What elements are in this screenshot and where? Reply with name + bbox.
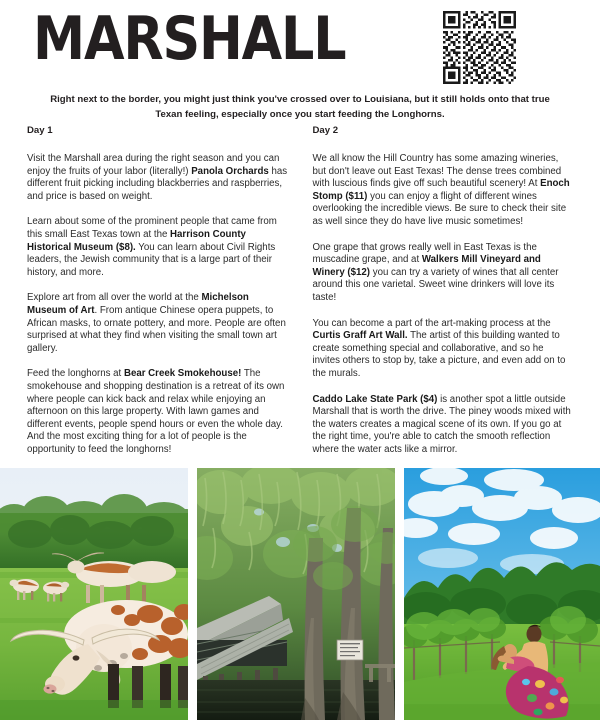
highlighted-place-name: Caddo Lake State Park ($4) <box>312 393 438 405</box>
column-day-2 <box>313 124 574 464</box>
paragraphs-day-2 <box>313 153 574 456</box>
paragraphs-day-1 <box>27 153 288 456</box>
itinerary-columns <box>0 124 600 464</box>
qr-code[interactable] <box>443 11 516 84</box>
highlighted-place-name: Harrison County Historical Museum ($8). <box>27 228 246 253</box>
page-header <box>0 0 600 88</box>
paragraph: Caddo Lake State Park ($4) is another spot a little outside Marshall that is worth the drive. The piney woods mixed with the waters creates a magical scene of its own. If you go at the right time, you're able to catch the smooth reflection where the water acts like a mirror. <box>312 393 571 455</box>
paragraph: Explore art from all over the world at the Michelson Museum of Art. From antique Chinese opera puppets, to African masks, to ornate pottery, and more. People are often surprised at what they find when visiting the small town art gallery. <box>27 292 286 354</box>
highlighted-place-name: Walkers Mill Vineyard and Winery ($12) <box>312 254 541 278</box>
photo-strip <box>0 468 600 720</box>
paragraph: You can become a part of the art-making process at the Curtis Graff Art Wall. The artist of this building wanted to create something special and collaborative, and so he invites others to stop by, take a picture, and even add on to the murals. <box>312 317 566 379</box>
highlighted-place-name: Panola Orchards <box>191 165 269 177</box>
paragraph: Visit the Marshall area during the right season and you can enjoy the fruits of your labor (literally!) Panola Orchards has different fruit picking including blackberries and raspberries, and price is based on weight. <box>27 153 288 202</box>
day-label-2: Day 2 <box>312 125 339 136</box>
photo-couple-dancing-vineyard <box>404 468 600 720</box>
highlighted-place-name: Michelson Museum of Art <box>27 292 249 316</box>
tagline: Right next to the border, you might just think you've crossed over to Louisiana, but it still holds onto that true Texan feeling, especially once you start feeding the Longhorns. <box>50 94 550 120</box>
page-title: MARSHALL <box>33 4 346 74</box>
photo-longhorn-cattle-pasture <box>0 468 188 720</box>
highlighted-place-name: Bear Creek Smokehouse! <box>123 368 242 380</box>
highlighted-place-name: Enoch Stomp ($11) <box>312 178 570 202</box>
paragraph: We all know the Hill Country has some amazing wineries, but don't leave out East Texas! The dense trees combined with luscious finds give off such beautiful scenery! At Enoch Stomp ($11) you can enjoy a flight of different wines overlooking the incredible views. Be sure to check their site as well since they do have live music sometimes! <box>312 153 570 227</box>
paragraph: One grape that grows really well in East Texas is the muscadine grape, and at Walkers Mill Vineyard and Winery ($12) you can try a variety of wines that all center around this one varietal. Sweet wine drinkers will love its taste! <box>312 241 559 303</box>
photo-caddo-lake-cypress-boathouse <box>197 468 395 720</box>
paragraph: Feed the longhorns at Bear Creek Smokehouse! The smokehouse and shopping destination is a retreat of its own where people can kick back and relax while enjoying an afternoon on this large property. With lawn games and different events, people spend hours or even the whole day. And the most exciting thing for a lot of people is the opportunity to feed the longhorns! <box>27 368 285 455</box>
paragraph: Learn about some of the prominent people that came from this small East Texas town at the Harrison County Historical Museum ($8). You can learn about Civil Rights leaders, the Jewish community that is a large part of their history, and more. <box>27 216 277 278</box>
day-label-1: Day 1 <box>27 125 53 136</box>
highlighted-place-name: Curtis Graff Art Wall. <box>312 330 408 342</box>
column-day-1 <box>27 124 288 464</box>
